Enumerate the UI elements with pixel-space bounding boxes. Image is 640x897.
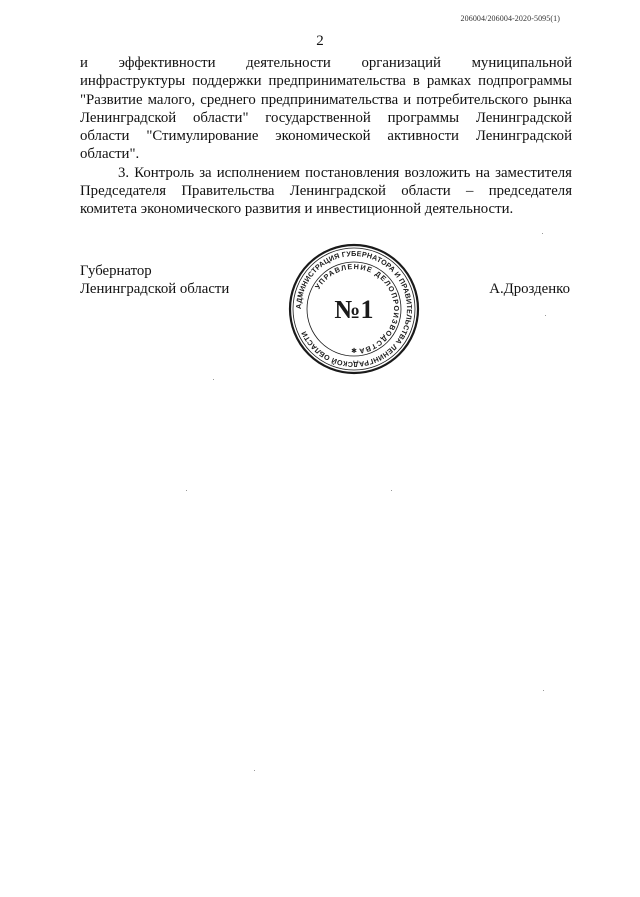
scan-speck (545, 315, 546, 316)
signatory-title (80, 262, 229, 299)
signatory-title-line2: Ленинградской области (80, 281, 230, 298)
scan-speck (254, 770, 255, 771)
page-number: 2 (316, 33, 324, 49)
paragraph-control-clause: 3. Контроль за исполнением постановления возложить на заместителя Председателя Правительства Ленинградской области – председателя комитета экономического развития и инвестиционной деятельности. (80, 164, 572, 218)
scan-speck (542, 233, 543, 234)
seal-stamp-icon (288, 243, 420, 375)
signatory-name: А.Дрозденко (489, 281, 570, 297)
official-seal (288, 243, 420, 375)
seal-outer-text: АДМИНИСТРАЦИЯ ГУБЕРНАТОРА И ПРАВИТЕЛЬСТВА ЛЕНИНГРАДСКОЙ ОБЛАСТИ (293, 248, 415, 370)
seal-star-icon: ✱ (351, 347, 357, 355)
signatory-title-line1: Губернатор (80, 263, 152, 279)
seal-inner-text: УПРАВЛЕНИЕ ДЕЛОПРОИЗВОДСТВА (312, 261, 402, 356)
scan-speck (391, 490, 392, 491)
scan-speck (543, 690, 544, 691)
document-body (80, 54, 572, 219)
scan-speck (213, 379, 214, 380)
document-id: 206004/206004-2020-5095(1) (460, 14, 560, 23)
scan-speck (186, 490, 187, 491)
seal-number: №1 (334, 295, 374, 324)
paragraph-continuation: и эффективности деятельности организаций муниципальной инфраструктуры поддержки предпринимательства в рамках подпрограммы "Развитие малого, среднего предпринимательства и потребительского рынка Ленинградской области" государственной программы Ленинградской области "Стимулирование экономической активности Ленинградской области". (80, 55, 572, 163)
